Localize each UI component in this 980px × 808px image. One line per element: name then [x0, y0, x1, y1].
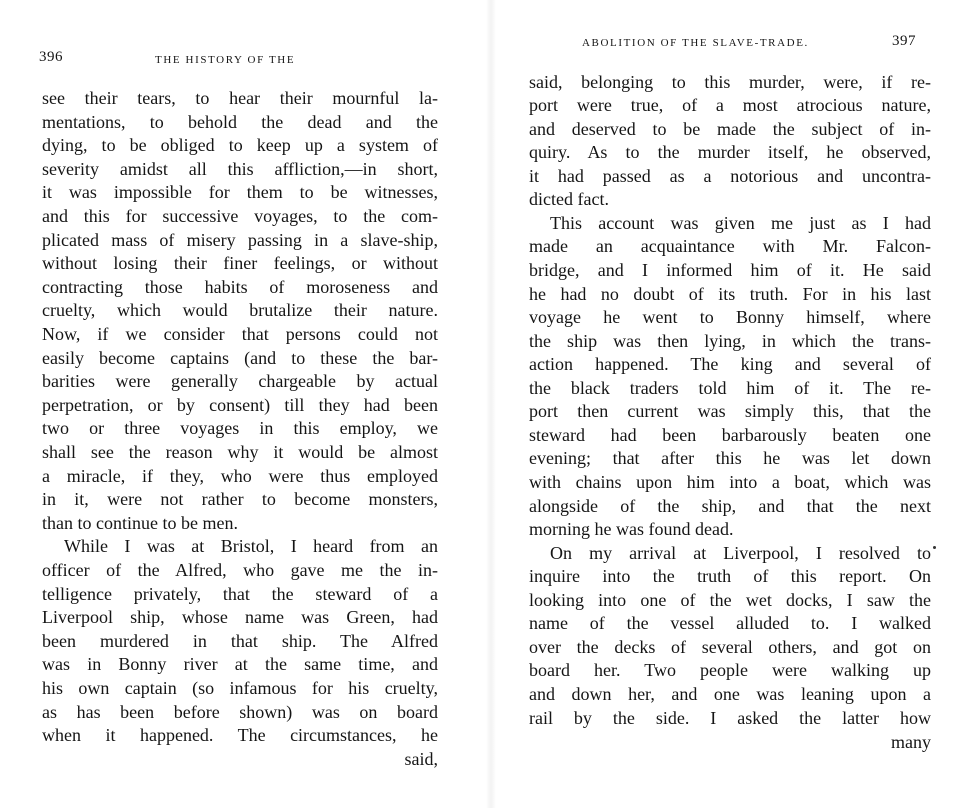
text-line: voyage he went to Bonny himself, where — [529, 307, 931, 327]
running-head-left: THE HISTORY OF THE — [155, 54, 296, 66]
text-line: a miracle, if they, who were thus employed — [42, 466, 438, 486]
text-line: steward had been barbarously beaten one — [529, 425, 931, 445]
text-line: when it happened. The circumstances, he — [42, 725, 438, 745]
text-line: as has been before shown) was on board — [42, 702, 438, 722]
text-line: with chains upon him into a boat, which was — [529, 472, 931, 492]
text-line: easily become captains (and to these the bar- — [42, 348, 438, 368]
text-line: and this for successive voyages, to the com- — [42, 206, 438, 226]
paragraph-first-line: While I was at Bristol, I heard from an — [64, 536, 438, 556]
text-line: board her. Two people were walking up — [529, 660, 931, 680]
right-page — [490, 0, 980, 808]
text-line: than to continue to be men. — [42, 513, 238, 533]
text-line: see their tears, to hear their mournful la- — [42, 88, 438, 108]
text-line: his own captain (so infamous for his cruelty, — [42, 678, 438, 698]
text-line: Liverpool ship, whose name was Green, had — [42, 607, 438, 627]
text-line: Now, if we consider that persons could not — [42, 324, 438, 344]
text-line: cruelty, which would brutalize their nature. — [42, 300, 438, 320]
text-line: it had passed as a notorious and uncontra- — [529, 166, 931, 186]
page-number-left: 396 — [39, 49, 63, 65]
text-line: officer of the Alfred, who gave me the in- — [42, 560, 438, 580]
text-line: been murdered in that ship. The Alfred — [42, 631, 438, 651]
text-line: inquire into the truth of this report. On — [529, 566, 931, 586]
text-line: looking into one of the wet docks, I saw the — [529, 590, 931, 610]
text-line: quiry. As to the murder itself, he observed, — [529, 142, 931, 162]
text-line: alongside of the ship, and that the next — [529, 496, 931, 516]
text-line: port then current was simply this, that the — [529, 401, 931, 421]
text-line: the black traders told him of it. The re- — [529, 378, 931, 398]
text-line: the ship was then lying, in which the trans- — [529, 331, 931, 351]
text-line: was in Bonny river at the same time, and — [42, 654, 438, 674]
text-line: over the decks of several others, and got on — [529, 637, 931, 657]
text-line: bridge, and I informed him of it. He said — [529, 260, 931, 280]
paragraph-first-line: This account was given me just as I had — [550, 213, 931, 233]
text-line: perpetration, or by consent) till they had been — [42, 395, 438, 415]
text-line: without losing their finer feelings, or without — [42, 253, 438, 273]
text-line: and down her, and one was leaning upon a — [529, 684, 931, 704]
text-line: name of the vessel alluded to. I walked — [529, 613, 931, 633]
text-line: in it, were not rather to become monsters, — [42, 489, 438, 509]
text-line: plicated mass of misery passing in a slave-ship, — [42, 230, 438, 250]
text-line: mentations, to behold the dead and the — [42, 112, 438, 132]
text-line: severity amidst all this affliction,—in short, — [42, 159, 438, 179]
text-line: made an acquaintance with Mr. Falcon- — [529, 236, 931, 256]
scan-speck — [933, 546, 936, 549]
paragraph-first-line: On my arrival at Liverpool, I resolved to — [550, 543, 931, 563]
text-line: and deserved to be made the subject of in- — [529, 119, 931, 139]
page-number-right: 397 — [892, 33, 916, 49]
text-line: action happened. The king and several of — [529, 354, 931, 374]
text-line: evening; that after this he was let down — [529, 448, 931, 468]
catchword-left: said, — [404, 749, 438, 769]
text-line: dying, to be obliged to keep up a system of — [42, 135, 438, 155]
text-line: two or three voyages in this employ, we — [42, 418, 438, 438]
text-line: contracting those habits of moroseness and — [42, 277, 438, 297]
text-line: said, belonging to this murder, were, if re- — [529, 72, 931, 92]
text-line: barities were generally chargeable by actual — [42, 371, 438, 391]
text-line: shall see the reason why it would be almost — [42, 442, 438, 462]
text-line: rail by the side. I asked the latter how — [529, 708, 931, 728]
text-line: telligence privately, that the steward of a — [42, 584, 438, 604]
text-line: dicted fact. — [529, 189, 609, 209]
running-head-right: ABOLITION OF THE SLAVE-TRADE. — [582, 37, 809, 49]
text-line: it was impossible for them to be witnesses, — [42, 182, 438, 202]
text-line: he had no doubt of its truth. For in his last — [529, 284, 931, 304]
text-line: port were true, of a most atrocious nature, — [529, 95, 931, 115]
text-line: morning he was found dead. — [529, 519, 734, 539]
catchword-right: many — [891, 732, 931, 752]
